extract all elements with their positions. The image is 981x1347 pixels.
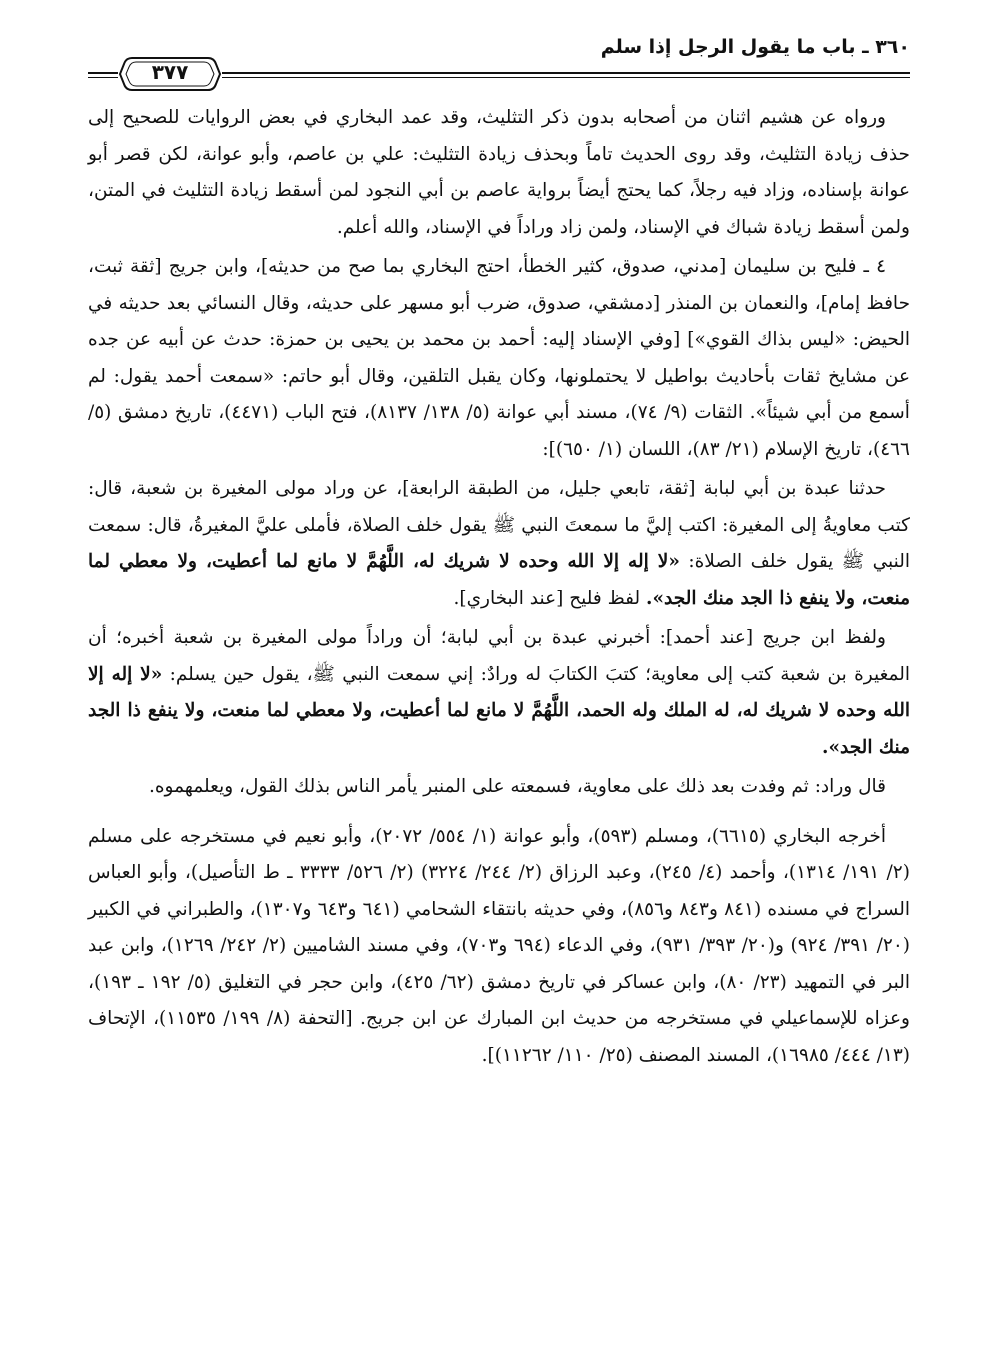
paragraph-abdah-narration bbox=[88, 471, 910, 617]
page-number-ornament bbox=[118, 54, 222, 94]
paragraph-ibn-jurayj-wording bbox=[88, 620, 910, 766]
abdah-dhikr-text: «لا إله إلا الله وحده لا شريك له، اللَّهُمَّ لا مانع لما أعطيت، ولا معطي لما منعت، ولا ينفع ذا الجد منك الجد». bbox=[88, 551, 910, 609]
running-title: ٣٦٠ ـ باب ما يقول الرجل إذا سلم bbox=[600, 36, 910, 58]
abdah-tail: لفظ فليح [عند البخاري]. bbox=[453, 587, 647, 609]
paragraph-hushaym-narration: ورواه عن هشيم اثنان من أصحابه بدون ذكر التثليث، وقد عمد البخاري في بعض الروايات للصحيح إلى حذف زيادة التثليث، وقد روى الحديث تاماً وبحذف زيادة التثليث: علي بن عاصم، وأبو عوانة، لكن قصر أبو عوانة بإسناده، وزاد فيه رجلاً، كما يحتج أيضاً برواية عاصم بن أبي النجود لمن أسقط زيادة التثليث في المتن، ولمن أسقط زيادة شباك في الإسناد، ولمن زاد وراداً في الإسناد، والله أعلم. bbox=[88, 107, 910, 238]
paragraph-takhrij: أخرجه البخاري (٦٦١٥)، ومسلم (٥٩٣)، وأبو عوانة (١/ ٥٥٤/ ٢٠٧٢)، وأبو نعيم في مستخرجه على مسلم (٢/ ١٩١/ ١٣١٤)، وأحمد (٤/ ٢٤٥)، وعبد الرزاق (٢/ ٢٤٤/ ٣٢٢٤) (٢/ ٥٢٦/ ٣٣٣٣ ـ ط التأصيل)، وأبو العباس السراج في مسنده (٨٤١ و٨٤٣ و٨٥٦)، وفي حديثه بانتقاء الشحامي (٦٤١ و٦٤٣ و١٣٠٧)، والطبراني في الكبير (٢٠/ ٣٩١/ ٩٢٤) و(٢٠/ ٣٩٣/ ٩٣١)، وفي الدعاء (٦٩٤ و٧٠٣)، وفي مسند الشاميين (٢/ ٢٤٢/ ١٢٦٩)، وابن عبد البر في التمهيد (٢٣/ ٨٠)، وابن عساكر في تاريخ دمشق (٦٢/ ٤٢٥)، وابن حجر في التغليق (٥/ ١٩٢ ـ ١٩٣)، وعزاه للإسماعيلي في مستخرجه من حديث ابن المبارك عن ابن جريج. [التحفة (٨/ ١٩٩/ ١١٥٣٥)، الإتحاف (١٣/ ٤٤٤/ ١٦٩٨٥)، المسند المصنف (٢٥/ ١١٠/ ١١٢٦٢)]. bbox=[88, 825, 910, 1066]
page-body bbox=[88, 100, 910, 1077]
paragraph-warrad-statement: قال وراد: ثم وفدت بعد ذلك على معاوية، فسمعته على المنبر يأمر الناس بذلك القول، ويعلمهموه. bbox=[148, 776, 886, 797]
paragraph-narrator-4: ٤ ـ فليح بن سليمان [مدني، صدوق، كثير الخطأ، احتج البخاري بما صح من حديثه]، وابن جريج [ثقة ثبت، حافظ إمام]، والنعمان بن المنذر [دمشقي، صدوق، ضرب أبو مسهر على حديثه، وقال النسائي بعد حديثه في الحيض: «ليس بذاك القوي»] [وفي الإسناد إليه: أحمد بن محمد بن يحيى بن حمزة: حدث عن أبيه عن جده عن مشايخ ثقات بأحاديث بواطيل لا يحتملونها، وكان يقبل التلقين، وقال أبو حاتم: «سمعت أحمد يقول: لم أسمع من أبي شيئاً». الثقات (٩/ ٧٤)، مسند أبي عوانة (٥/ ١٣٨/ ٨١٣٧)، فتح الباب (٤٤٧١)، تاريخ دمشق (٥/ ٤٦٦)، تاريخ الإسلام (٢١/ ٨٣)، اللسان (١/ ٦٥٠)]: bbox=[88, 256, 910, 460]
ibn-jurayj-dhikr-text: «لا إله إلا الله وحده لا شريك له، له الملك وله الحمد، اللَّهُمَّ لا مانع لما أعطيت، ولا معطي لما منعت، ولا ينفع ذا الجد منك الجد». bbox=[88, 663, 910, 758]
book-page bbox=[88, 30, 910, 1330]
abdah-intro: حدثنا عبدة بن أبي لبابة [ثقة، تابعي جليل، من الطبقة الرابعة]، عن وراد مولى المغيرة بن شعبة، قال: كتب معاويةُ إلى المغيرة: اكتب إليَّ ما سمعتَ النبي ﷺ يقول خلف الصلاة، فأملى عليَّ المغيرةُ، قال: سمعت النبي ﷺ يقول خلف الصلاة: bbox=[88, 478, 910, 572]
page-number: ٣٧٧ bbox=[151, 60, 189, 84]
page-header bbox=[88, 30, 910, 86]
ibn-jurayj-intro: ولفظ ابن جريج [عند أحمد]: أخبرني عبدة بن أبي لبابة؛ أن وراداً مولى المغيرة بن شعبة أخبره؛ أن المغيرة بن شعبة كتب إلى معاوية؛ كتبَ الكتابَ له ورادٌ: إني سمعت النبي ﷺ، يقول حين يسلم: bbox=[88, 627, 910, 685]
section-separator bbox=[88, 809, 910, 819]
